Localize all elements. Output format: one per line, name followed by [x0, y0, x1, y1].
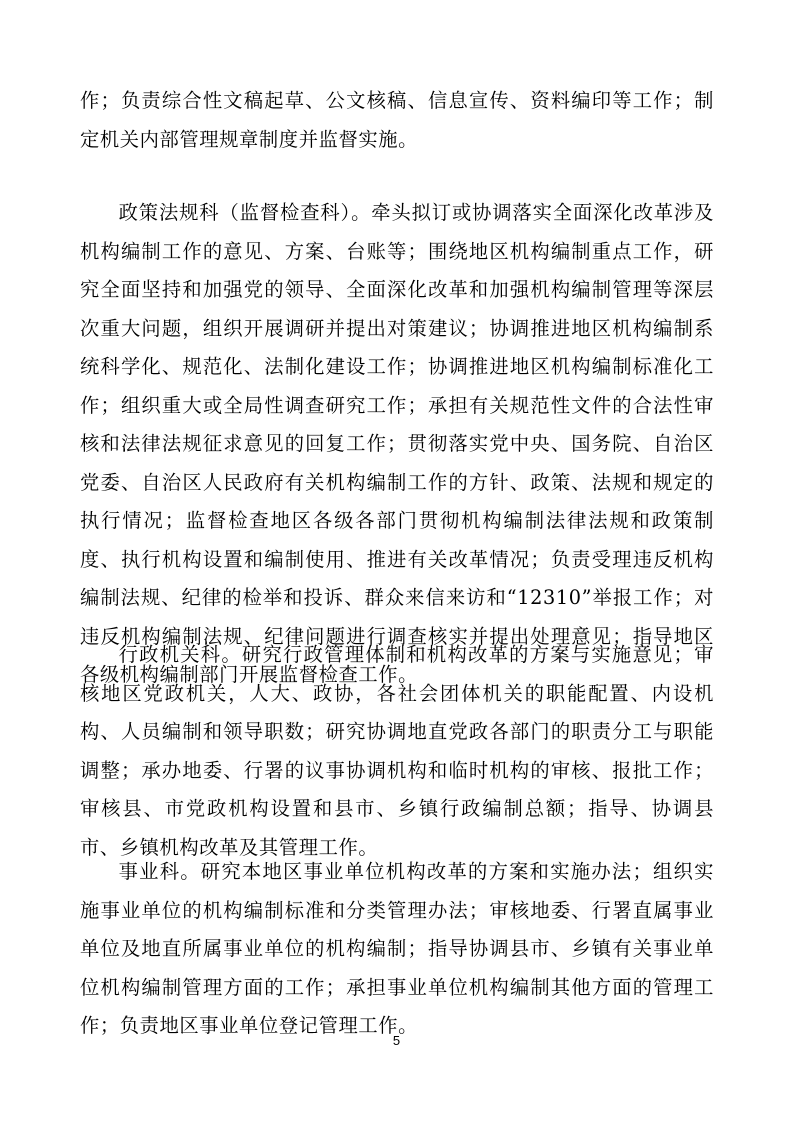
paragraph-administrative-agencies-section: 行政机关科。研究行政管理体制和机构改革的方案与实施意见；审核地区党政机关，人大、政协，各社会团体机关的职能配置、内设机构、人员编制和领导职数；研究协调地直党政各部门的职责分工与职能调整；承办地委、行署的议事协调机构和临时机构的审核、报批工作；审核县、市党政机构设置和县市、乡镇行政编制总额；指导、协调县市、乡镇机构改革及其管理工作。: [80, 643, 714, 859]
paragraph-continuation: 作；负责综合性文稿起草、公文核稿、信息宣传、资料编印等工作；制定机关内部管理规章制度并监督实施。: [80, 89, 714, 151]
paragraph-public-institutions-section: 事业科。研究本地区事业单位机构改革的方案和实施办法；组织实施事业单位的机构编制标准和分类管理办法；审核地委、行署直属事业单位及地直所属事业单位的机构编制；指导协调县市、乡镇有关事业单位机构编制管理方面的工作；承担事业单位机构编制其他方面的管理工作；负责地区事业单位登记管理工作。: [80, 860, 714, 1037]
page-number: 5: [392, 1033, 401, 1048]
paragraph-policy-regulation-section: 政策法规科（监督检查科）。牵头拟订或协调落实全面深化改革涉及机构编制工作的意见、方案、台账等；围绕地区机构编制重点工作，研究全面坚持和加强党的领导、全面深化改革和加强机构编制管理等深层次重大问题，组织开展调研并提出对策建议；协调推进地区机构编制系统科学化、规范化、法制化建设工作；协调推进地区机构编制标准化工作；组织重大或全局性调查研究工作；承担有关规范性文件的合法性审核和法律法规征求意见的回复工作；贯彻落实党中央、国务院、自治区党委、自治区人民政府有关机构编制工作的方针、政策、法规和规定的执行情况；监督检查地区各级各部门贯彻机构编制法律法规和政策制度、执行机构设置和编制使用、推进有关改革情况；负责受理违反机构编制法规、纪律的检举和投诉、群众来信来访和“12310”举报工作；对违反机构编制法规、纪律问题进行调查核实并提出处理意见；指导地区各级机构编制部门开展监督检查工作。: [80, 201, 714, 686]
